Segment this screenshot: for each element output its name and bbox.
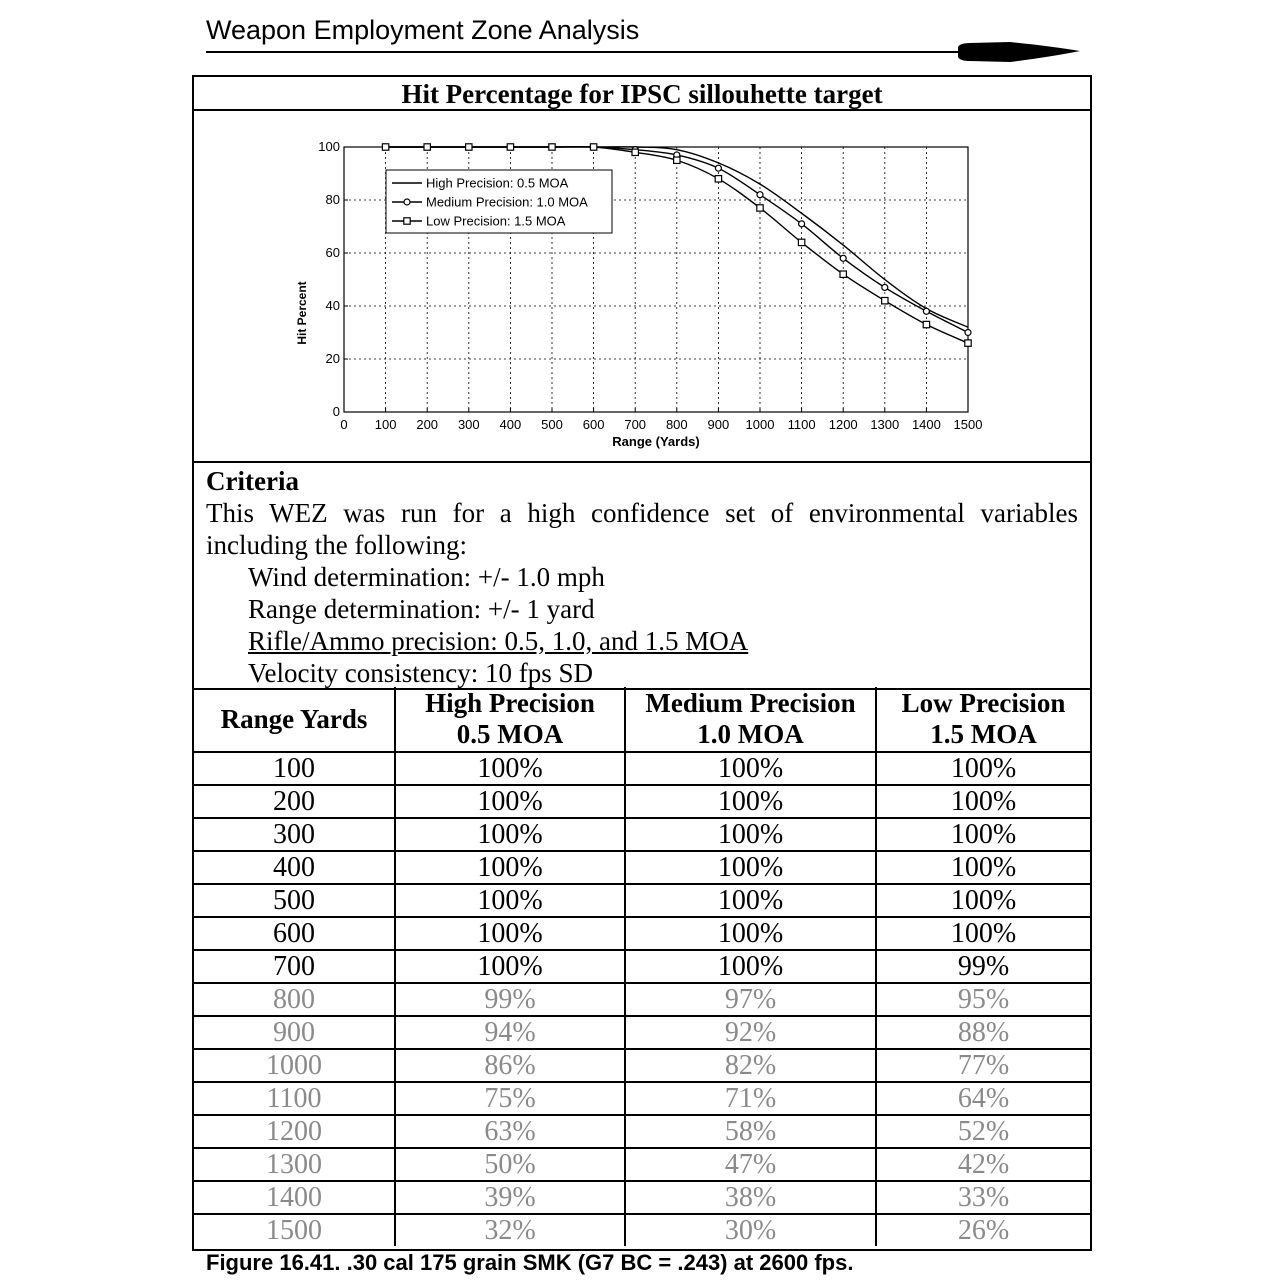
table-cell-range: 1100 — [194, 1082, 395, 1115]
x-tick-label: 1200 — [828, 417, 858, 432]
criteria-item-precision: Rifle/Ammo precision: 0.5, 1.0, and 1.5 MOA — [248, 626, 749, 656]
x-tick-label: 300 — [457, 417, 480, 432]
data-point — [549, 144, 555, 150]
table-row — [194, 1082, 1090, 1115]
x-tick-label: 1000 — [745, 417, 775, 432]
x-tick-label: 700 — [624, 417, 647, 432]
data-point — [965, 340, 971, 346]
table-cell-low: 100% — [876, 785, 1090, 818]
data-point — [923, 308, 929, 314]
table-cell-high: 100% — [395, 917, 625, 950]
header-rule — [206, 51, 976, 53]
table-header-row — [194, 687, 1090, 752]
table-cell-range: 900 — [194, 1016, 395, 1049]
table-row — [194, 917, 1090, 950]
data-point — [923, 321, 929, 327]
y-tick-label: 20 — [325, 351, 340, 366]
data-point — [840, 271, 846, 277]
criteria-item-wind: Wind determination: +/- 1.0 mph — [248, 562, 605, 592]
column-header-medium: Medium Precision 1.0 MOA — [625, 687, 876, 752]
table-cell-high: 100% — [395, 818, 625, 851]
table-cell-range: 700 — [194, 950, 395, 983]
table-cell-low: 26% — [957, 1215, 1010, 1246]
table-cell-high: 94% — [395, 1016, 625, 1049]
x-tick-label: 1300 — [870, 417, 900, 432]
table-cell-low: 42% — [876, 1148, 1090, 1181]
table-row — [194, 785, 1090, 818]
table-row — [194, 1181, 1090, 1214]
page-header-title: Weapon Employment Zone Analysis — [206, 15, 640, 45]
table-cell-medium: 100% — [625, 917, 876, 950]
criteria-heading: Criteria — [206, 466, 299, 496]
data-point — [424, 144, 430, 150]
bullet-icon — [958, 40, 1080, 64]
table-row — [194, 1049, 1090, 1082]
chart-legend — [386, 170, 612, 233]
table-cell-high: 32% — [395, 1214, 625, 1246]
column-header-range: Range Yards — [194, 687, 395, 752]
table-row — [194, 1016, 1090, 1049]
table-cell-range: 1000 — [194, 1049, 395, 1082]
x-tick-label: 200 — [416, 417, 439, 432]
data-point — [715, 176, 721, 182]
table-cell-range: 1500 — [194, 1214, 395, 1246]
table-row — [194, 1214, 1090, 1246]
table-cell-medium: 30% — [625, 1214, 876, 1246]
x-tick-label: 1100 — [787, 417, 816, 432]
legend-label: Low Precision: 1.5 MOA — [426, 213, 566, 229]
data-point — [840, 255, 846, 261]
legend-label: Medium Precision: 1.0 MOA — [426, 194, 588, 210]
table-cell-range: 1300 — [194, 1148, 395, 1181]
table-cell-medium: 100% — [625, 752, 876, 785]
data-point — [757, 192, 763, 198]
table-row — [194, 1148, 1090, 1181]
table-row — [194, 1115, 1090, 1148]
table-cell-high: 100% — [395, 950, 625, 983]
table-row — [194, 950, 1090, 983]
table-row — [194, 884, 1090, 917]
criteria-list — [248, 561, 748, 689]
table-cell-range: 200 — [194, 785, 395, 818]
table-cell-low: 100% — [876, 884, 1090, 917]
y-tick-label: 100 — [318, 139, 340, 154]
table-cell-high: 63% — [395, 1115, 625, 1148]
data-point — [674, 157, 680, 163]
data-point — [798, 239, 804, 245]
x-tick-label: 500 — [541, 417, 563, 432]
data-point — [632, 149, 638, 155]
table-cell-medium: 47% — [625, 1148, 876, 1181]
data-point — [715, 165, 721, 171]
table-cell-high: 100% — [395, 851, 625, 884]
table-cell-low: 99% — [876, 950, 1090, 983]
table-row — [194, 752, 1090, 785]
y-tick-label: 80 — [325, 192, 340, 207]
data-point — [382, 144, 388, 150]
x-tick-label: 600 — [582, 417, 605, 432]
table-cell-low: 64% — [876, 1082, 1090, 1115]
hit-percentage-table — [194, 687, 1090, 1246]
data-point — [799, 221, 805, 227]
table-row — [194, 818, 1090, 851]
data-point — [757, 205, 763, 211]
x-tick-label: 100 — [374, 417, 397, 432]
legend-marker — [404, 218, 410, 224]
table-cell-medium: 97% — [625, 983, 876, 1016]
criteria-item-range: Range determination: +/- 1 yard — [248, 594, 595, 624]
table-cell-range: 100 — [194, 752, 395, 785]
table-cell-high: 100% — [395, 884, 625, 917]
data-point — [882, 298, 888, 304]
table-row — [194, 983, 1090, 1016]
x-tick-label: 900 — [707, 417, 730, 432]
table-cell-medium: 92% — [625, 1016, 876, 1049]
table-cell-high: 86% — [395, 1049, 625, 1082]
table-cell-high: 50% — [395, 1148, 625, 1181]
table-cell-high: 75% — [395, 1082, 625, 1115]
table-cell-medium: 100% — [625, 950, 876, 983]
table-cell-medium: 58% — [625, 1115, 876, 1148]
table-cell-range: 1400 — [194, 1181, 395, 1214]
x-tick-label: 800 — [665, 417, 688, 432]
table-cell-medium: 100% — [625, 851, 876, 884]
x-tick-label: 400 — [499, 417, 522, 432]
table-cell-low: 95% — [876, 983, 1090, 1016]
table-cell-low: 33% — [876, 1181, 1090, 1214]
table-cell-range: 400 — [194, 851, 395, 884]
table-cell-range: 500 — [194, 884, 395, 917]
table-cell-medium: 82% — [625, 1049, 876, 1082]
table-cell-range: 300 — [194, 818, 395, 851]
table-cell-high: 100% — [395, 785, 625, 818]
table-row — [194, 851, 1090, 884]
table-cell-low: 100% — [876, 851, 1090, 884]
criteria-section — [194, 461, 1090, 690]
table-cell-low: 52% — [876, 1115, 1090, 1148]
table-cell-high: 100% — [395, 752, 625, 785]
figure-caption: Figure 16.41. .30 cal 175 grain SMK (G7 BC = .243) at 2600 fps. — [206, 1250, 854, 1275]
wez-figure-frame — [192, 75, 1092, 1251]
criteria-item-velocity: Velocity consistency: 10 fps SD — [248, 658, 593, 688]
legend-label: High Precision: 0.5 MOA — [426, 175, 569, 191]
table-cell-range: 1200 — [194, 1115, 395, 1148]
legend-marker — [404, 199, 410, 205]
y-tick-label: 60 — [325, 245, 340, 260]
y-axis-label: Hit Percent — [295, 281, 309, 345]
table-cell-medium: 100% — [625, 785, 876, 818]
table-cell-medium: 100% — [625, 884, 876, 917]
chart-area — [194, 111, 1090, 461]
chart-title: Hit Percentage for IPSC sillouhette target — [194, 77, 1090, 111]
data-point — [507, 144, 513, 150]
table-cell-low: 100% — [876, 818, 1090, 851]
data-point — [590, 144, 596, 150]
data-point — [882, 284, 888, 290]
x-axis-label: Range (Yards) — [612, 434, 700, 449]
table-cell-low: 100% — [876, 917, 1090, 950]
x-tick-label: 1400 — [911, 417, 941, 432]
table-cell-high: 39% — [395, 1181, 625, 1214]
hit-percentage-chart — [194, 111, 1090, 461]
x-tick-label: 1500 — [953, 417, 983, 432]
table-cell-medium: 38% — [625, 1181, 876, 1214]
table-cell-low: 100% — [876, 752, 1090, 785]
table-cell-high: 99% — [395, 983, 625, 1016]
table-cell-low: 88% — [876, 1016, 1090, 1049]
table-cell-medium: 71% — [625, 1082, 876, 1115]
table-cell-range: 600 — [194, 917, 395, 950]
table-cell-medium: 100% — [625, 818, 876, 851]
y-tick-label: 0 — [332, 404, 340, 419]
table-cell-low: 77% — [876, 1049, 1090, 1082]
table-cell-range: 800 — [194, 983, 395, 1016]
column-header-low: Low Precision 1.5 MOA — [876, 687, 1090, 752]
data-point — [965, 330, 971, 336]
x-tick-label: 0 — [340, 417, 348, 432]
table-body — [194, 752, 1090, 1246]
data-point — [466, 144, 472, 150]
column-header-high: High Precision 0.5 MOA — [395, 687, 625, 752]
y-tick-label: 40 — [325, 298, 340, 313]
criteria-intro: This WEZ was run for a high confidence set of environmental variables including the following: — [206, 498, 1078, 560]
